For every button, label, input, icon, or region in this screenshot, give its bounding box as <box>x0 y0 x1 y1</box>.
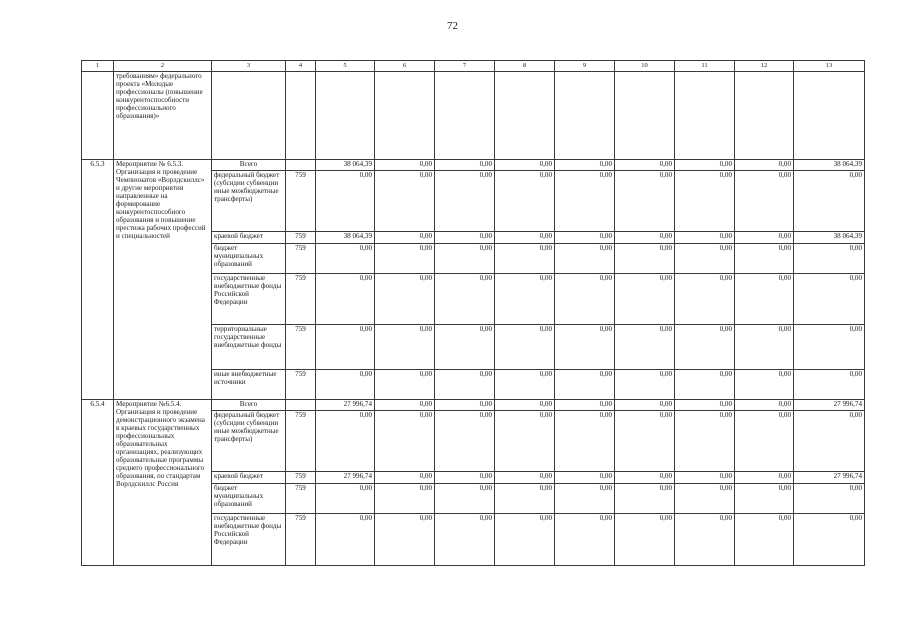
value-cell: 0,00 <box>495 484 555 514</box>
code-cell <box>286 400 316 411</box>
value-cell: 0,00 <box>555 514 615 566</box>
code-cell: 759 <box>286 411 316 472</box>
value-cell: 0,00 <box>735 325 794 370</box>
col-header: 10 <box>615 61 675 72</box>
value-cell: 27 996,74 <box>794 472 865 484</box>
col-header: 13 <box>794 61 865 72</box>
value-cell: 0,00 <box>555 171 615 232</box>
continuation-row <box>82 72 865 160</box>
value-cell: 0,00 <box>316 514 375 566</box>
value-cell: 0,00 <box>495 244 555 274</box>
col-header: 5 <box>316 61 375 72</box>
value-cell: 0,00 <box>794 370 865 400</box>
value-cell: 0,00 <box>675 484 735 514</box>
value-cell: 0,00 <box>794 514 865 566</box>
value-cell: 0,00 <box>675 232 735 244</box>
value-cell: 27 996,74 <box>794 400 865 411</box>
source-cell: государственные внебюджетные фонды Российской Федерации <box>212 274 286 325</box>
value-cell: 0,00 <box>435 171 495 232</box>
source-total-label: Всего <box>212 400 286 411</box>
value-cell: 0,00 <box>555 325 615 370</box>
code-cell: 759 <box>286 232 316 244</box>
value-cell: 0,00 <box>435 274 495 325</box>
value-cell: 0,00 <box>675 274 735 325</box>
value-cell: 0,00 <box>375 232 435 244</box>
value-cell: 0,00 <box>794 244 865 274</box>
value-cell: 0,00 <box>675 411 735 472</box>
value-cell: 0,00 <box>495 325 555 370</box>
value-cell: 0,00 <box>555 411 615 472</box>
value-cell: 0,00 <box>794 411 865 472</box>
value-cell: 38 064,39 <box>794 232 865 244</box>
value-cell: 0,00 <box>675 171 735 232</box>
header-row <box>82 61 865 72</box>
source-cell: краевой бюджет <box>212 232 286 244</box>
activity-number: 6.5.4 <box>82 400 114 566</box>
source-cell: краевой бюджет <box>212 472 286 484</box>
value-cell: 0,00 <box>615 325 675 370</box>
value-cell: 0,00 <box>615 171 675 232</box>
value-cell: 0,00 <box>555 400 615 411</box>
value-cell: 0,00 <box>615 514 675 566</box>
value-cell: 0,00 <box>495 370 555 400</box>
value-cell: 0,00 <box>375 274 435 325</box>
col-header: 8 <box>495 61 555 72</box>
value-cell: 0,00 <box>555 484 615 514</box>
activity-number: 6.5.3 <box>82 160 114 400</box>
source-cell: федеральный бюджет (субсидии субвенции иные межбюджетные трансферты) <box>212 171 286 232</box>
code-cell <box>286 160 316 171</box>
value-cell: 0,00 <box>615 472 675 484</box>
budget-table <box>81 60 865 566</box>
value-cell: 0,00 <box>735 160 794 171</box>
value-cell: 0,00 <box>675 472 735 484</box>
value-cell: 0,00 <box>675 400 735 411</box>
value-cell: 0,00 <box>735 514 794 566</box>
code-cell: 759 <box>286 171 316 232</box>
continuation-num-cell <box>82 72 114 160</box>
value-cell: 0,00 <box>375 411 435 472</box>
source-cell: государственные внебюджетные фонды Российской Федерации <box>212 514 286 566</box>
value-cell: 0,00 <box>615 411 675 472</box>
value-cell: 0,00 <box>495 274 555 325</box>
value-cell: 0,00 <box>735 472 794 484</box>
value-cell: 0,00 <box>615 274 675 325</box>
value-cell: 0,00 <box>555 370 615 400</box>
col-header: 9 <box>555 61 615 72</box>
value-cell: 0,00 <box>555 274 615 325</box>
source-cell: иные внебюджетные источники <box>212 370 286 400</box>
continuation-text: требованиям» федерального проекта «Молодые профессионалы (повышение конкурентоспособности профессионального образования)» <box>114 72 212 160</box>
value-cell: 0,00 <box>375 484 435 514</box>
value-cell: 0,00 <box>435 325 495 370</box>
col-header: 2 <box>114 61 212 72</box>
value-cell: 0,00 <box>735 411 794 472</box>
value-cell: 0,00 <box>435 244 495 274</box>
value-cell: 0,00 <box>375 171 435 232</box>
value-cell: 0,00 <box>495 171 555 232</box>
value-cell: 0,00 <box>615 484 675 514</box>
value-cell: 0,00 <box>555 472 615 484</box>
value-cell: 0,00 <box>495 400 555 411</box>
value-cell: 0,00 <box>555 244 615 274</box>
source-cell: территориальные государственные внебюджетные фонды <box>212 325 286 370</box>
value-cell: 27 996,74 <box>316 400 375 411</box>
value-cell: 0,00 <box>316 171 375 232</box>
value-cell: 0,00 <box>435 160 495 171</box>
code-cell: 759 <box>286 514 316 566</box>
value-cell: 0,00 <box>316 325 375 370</box>
value-cell: 38 064,39 <box>316 160 375 171</box>
code-cell: 759 <box>286 484 316 514</box>
value-cell: 0,00 <box>316 244 375 274</box>
value-cell: 0,00 <box>735 171 794 232</box>
col-header: 4 <box>286 61 316 72</box>
col-header: 3 <box>212 61 286 72</box>
value-cell: 0,00 <box>794 325 865 370</box>
value-cell: 0,00 <box>615 244 675 274</box>
value-cell: 0,00 <box>495 160 555 171</box>
source-total-label: Всего <box>212 160 286 171</box>
page-number: 72 <box>447 20 458 32</box>
source-cell: федеральный бюджет (субсидии субвенции иные межбюджетные трансферты) <box>212 411 286 472</box>
col-header: 6 <box>375 61 435 72</box>
value-cell: 0,00 <box>435 232 495 244</box>
code-cell: 759 <box>286 370 316 400</box>
value-cell: 0,00 <box>435 411 495 472</box>
value-cell: 0,00 <box>735 370 794 400</box>
value-cell: 0,00 <box>675 325 735 370</box>
value-cell: 0,00 <box>675 160 735 171</box>
value-cell: 0,00 <box>435 484 495 514</box>
activity-title: Мероприятие № 6.5.3. Организация и проведение Чемпионатов «Ворлдскиллс» и другие мероприятия направленные на формирование конкурентоспособного образования и повышение престижа рабочих профессий и специальностей <box>114 160 212 400</box>
value-cell: 0,00 <box>735 244 794 274</box>
value-cell: 0,00 <box>794 274 865 325</box>
value-cell: 0,00 <box>316 274 375 325</box>
value-cell: 0,00 <box>794 171 865 232</box>
value-cell: 0,00 <box>435 400 495 411</box>
value-cell: 0,00 <box>495 472 555 484</box>
value-cell: 0,00 <box>735 274 794 325</box>
col-header: 1 <box>82 61 114 72</box>
col-header: 12 <box>735 61 794 72</box>
value-cell: 0,00 <box>375 472 435 484</box>
activity-title: Мероприятие №6.5.4. Организация и проведение демонстрационного экзамена в краевых государственных профессиональных образовательных организациях, реализующих образовательные программы среднего профессионального образования, по стандартам Ворлдскиллс Россия <box>114 400 212 566</box>
value-cell: 0,00 <box>316 411 375 472</box>
value-cell: 27 996,74 <box>316 472 375 484</box>
value-cell: 0,00 <box>375 244 435 274</box>
value-cell: 0,00 <box>375 514 435 566</box>
value-cell: 0,00 <box>435 370 495 400</box>
value-cell: 0,00 <box>555 232 615 244</box>
value-cell: 38 064,39 <box>794 160 865 171</box>
value-cell: 0,00 <box>615 232 675 244</box>
value-cell: 0,00 <box>615 400 675 411</box>
code-cell: 759 <box>286 325 316 370</box>
value-cell: 0,00 <box>675 370 735 400</box>
value-cell: 0,00 <box>735 232 794 244</box>
value-cell: 0,00 <box>435 472 495 484</box>
value-cell: 0,00 <box>375 325 435 370</box>
value-cell: 0,00 <box>495 411 555 472</box>
value-cell: 0,00 <box>675 244 735 274</box>
value-cell: 0,00 <box>375 370 435 400</box>
col-header: 11 <box>675 61 735 72</box>
value-cell: 0,00 <box>495 232 555 244</box>
value-cell: 0,00 <box>555 160 615 171</box>
value-cell: 0,00 <box>735 484 794 514</box>
source-cell: бюджет муниципальных образований <box>212 244 286 274</box>
value-cell: 0,00 <box>615 370 675 400</box>
table-row <box>82 160 865 171</box>
value-cell: 0,00 <box>615 160 675 171</box>
code-cell: 759 <box>286 472 316 484</box>
value-cell: 0,00 <box>375 400 435 411</box>
value-cell: 0,00 <box>316 370 375 400</box>
col-header: 7 <box>435 61 495 72</box>
table-row <box>82 400 865 411</box>
value-cell: 0,00 <box>375 160 435 171</box>
value-cell: 0,00 <box>435 514 495 566</box>
code-cell: 759 <box>286 244 316 274</box>
source-cell: бюджет муниципальных образований <box>212 484 286 514</box>
value-cell: 0,00 <box>495 514 555 566</box>
code-cell: 759 <box>286 274 316 325</box>
value-cell: 38 064,39 <box>316 232 375 244</box>
value-cell: 0,00 <box>675 514 735 566</box>
value-cell: 0,00 <box>794 484 865 514</box>
value-cell: 0,00 <box>316 484 375 514</box>
value-cell: 0,00 <box>735 400 794 411</box>
